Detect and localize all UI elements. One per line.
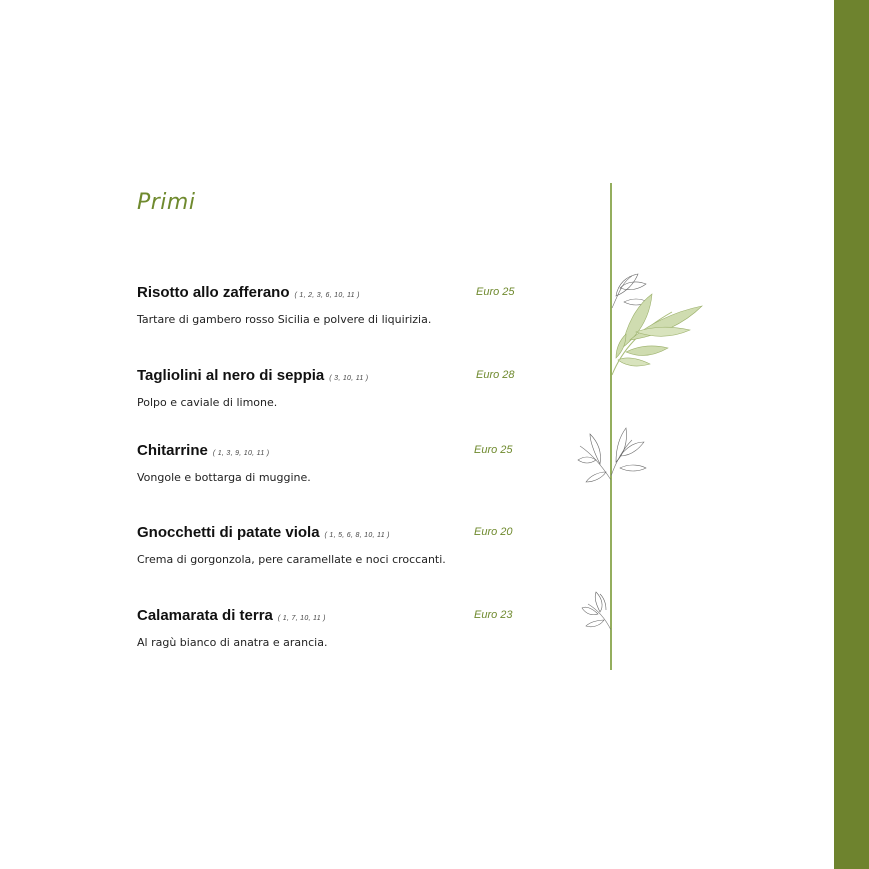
dish-price: Euro 23 bbox=[474, 609, 513, 621]
dish-name: Gnocchetti di patate viola bbox=[137, 524, 320, 541]
dish-allergens: ( 1, 2, 3, 6, 10, 11 ) bbox=[294, 292, 360, 299]
menu-item bbox=[137, 524, 517, 566]
dish-description: Tartare di gambero rosso Sicilia e polvere di liquirizia. bbox=[137, 313, 432, 326]
menu-item bbox=[137, 367, 517, 409]
dish-price: Euro 25 bbox=[476, 286, 515, 298]
menu-item bbox=[137, 284, 517, 326]
olive-branch-icon bbox=[560, 180, 720, 675]
menu-item bbox=[137, 442, 517, 484]
dish-description: Crema di gorgonzola, pere caramellate e noci croccanti. bbox=[137, 553, 446, 566]
dish-description: Polpo e caviale di limone. bbox=[137, 396, 278, 409]
dish-name: Chitarrine bbox=[137, 442, 208, 459]
dish-price: Euro 25 bbox=[474, 444, 513, 456]
menu-item bbox=[137, 607, 517, 649]
dish-price: Euro 20 bbox=[474, 526, 513, 538]
dish-name: Risotto allo zafferano bbox=[137, 284, 290, 301]
side-accent-bar bbox=[834, 0, 869, 869]
menu-item-header bbox=[137, 284, 517, 304]
menu-item-header bbox=[137, 442, 517, 462]
dish-description: Al ragù bianco di anatra e arancia. bbox=[137, 636, 328, 649]
dish-allergens: ( 3, 10, 11 ) bbox=[329, 375, 369, 382]
dish-name: Tagliolini al nero di seppia bbox=[137, 367, 325, 384]
dish-description: Vongole e bottarga di muggine. bbox=[137, 471, 311, 484]
menu-item-header bbox=[137, 607, 517, 627]
dish-price: Euro 28 bbox=[476, 369, 515, 381]
dish-allergens: ( 1, 5, 6, 8, 10, 11 ) bbox=[324, 532, 390, 539]
dish-allergens: ( 1, 3, 9, 10, 11 ) bbox=[212, 450, 270, 457]
menu-item-header bbox=[137, 524, 517, 544]
dish-allergens: ( 1, 7, 10, 11 ) bbox=[277, 615, 326, 622]
dish-name: Calamarata di terra bbox=[137, 607, 273, 624]
section-title: Primi bbox=[137, 190, 196, 215]
menu-item-header bbox=[137, 367, 517, 387]
